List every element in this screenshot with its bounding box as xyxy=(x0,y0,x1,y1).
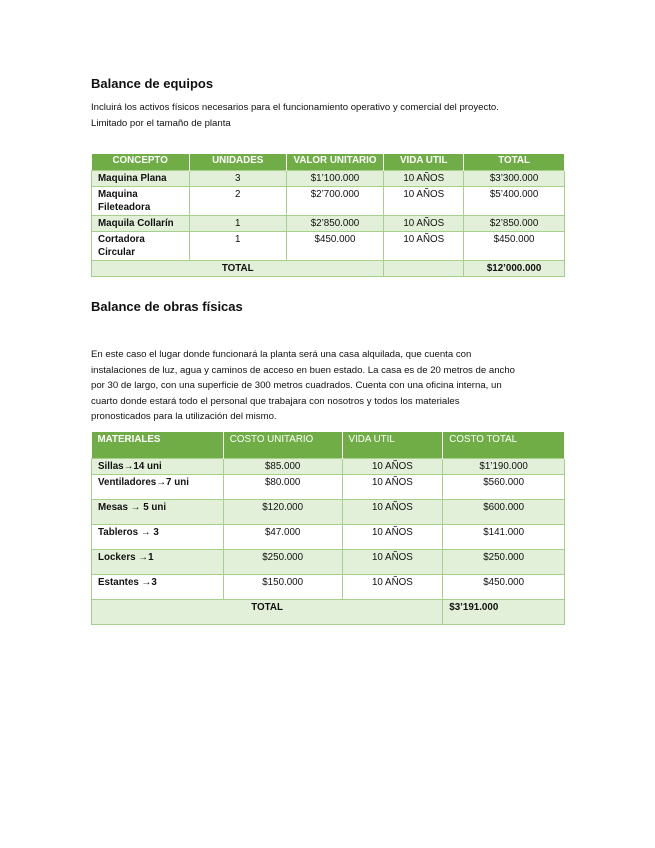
cell-material: Lockers →1 xyxy=(92,550,224,575)
table-total-row xyxy=(92,600,565,625)
total-value: $3’191.000 xyxy=(443,600,565,625)
cell-total: $560.000 xyxy=(443,475,565,500)
table-total-row xyxy=(92,261,565,277)
column-header: COSTO UNITARIO xyxy=(223,432,342,459)
cell-life: 10 AÑOS xyxy=(384,216,464,232)
cell-unit-cost: $80.000 xyxy=(223,475,342,500)
column-header: TOTAL xyxy=(464,154,565,171)
table-row xyxy=(92,187,565,216)
cell-total: $5’400.000 xyxy=(464,187,565,216)
cell-units: 3 xyxy=(189,171,286,187)
column-header: VIDA UTIL xyxy=(342,432,443,459)
paragraph-line: instalaciones de luz, agua y caminos de acceso en buen estado. La casa es de 20 metros de ancho xyxy=(91,364,515,376)
table-row xyxy=(92,550,565,575)
cell-material: Sillas→14 uni xyxy=(92,459,224,475)
cell-total: $1’190.000 xyxy=(443,459,565,475)
column-header: MATERIALES xyxy=(92,432,224,459)
section-title-equipos: Balance de equipos xyxy=(91,76,214,91)
cell-total: $450.000 xyxy=(464,232,565,261)
table-row xyxy=(92,171,565,187)
paragraph-line: Limitado por el tamaño de planta xyxy=(91,117,231,129)
table-row xyxy=(92,500,565,525)
cell-life: 10 AÑOS xyxy=(384,171,464,187)
cell-total: $141.000 xyxy=(443,525,565,550)
cell-unit-cost: $47.000 xyxy=(223,525,342,550)
materials-table xyxy=(91,432,565,625)
cell-total: $450.000 xyxy=(443,575,565,600)
cell-units: 2 xyxy=(189,187,286,216)
table-header-row xyxy=(92,154,565,171)
cell-concept: Maquila Collarín xyxy=(92,216,190,232)
column-header: COSTO TOTAL xyxy=(443,432,565,459)
table-row xyxy=(92,459,565,475)
cell-unit-cost: $250.000 xyxy=(223,550,342,575)
cell-material: Estantes →3 xyxy=(92,575,224,600)
section-paragraph-obras xyxy=(91,347,565,425)
column-header: CONCEPTO xyxy=(92,154,190,171)
cell-empty xyxy=(384,261,464,277)
cell-unit-value: $2’700.000 xyxy=(286,187,384,216)
column-header: VALOR UNITARIO xyxy=(286,154,384,171)
cell-concept: Cortadora Circular xyxy=(92,232,190,261)
cell-unit-cost: $120.000 xyxy=(223,500,342,525)
table-row xyxy=(92,575,565,600)
cell-unit-value: $450.000 xyxy=(286,232,384,261)
section-paragraph-equipos xyxy=(91,100,565,131)
column-header: UNIDADES xyxy=(189,154,286,171)
section-title-obras: Balance de obras físicas xyxy=(91,299,243,314)
paragraph-line: Incluirá los activos físicos necesarios para el funcionamiento operativo y comercial del proyecto. xyxy=(91,102,499,113)
cell-life: 10 AÑOS xyxy=(384,232,464,261)
cell-material: Mesas → 5 uni xyxy=(92,500,224,525)
table-row xyxy=(92,216,565,232)
cell-unit-value: $2’850.000 xyxy=(286,216,384,232)
cell-concept: Maquina Fileteadora xyxy=(92,187,190,216)
cell-units: 1 xyxy=(189,216,286,232)
paragraph-line: por 30 de largo, con una superficie de 300 metros cuadrados. Cuenta con una oficina interna, un xyxy=(91,380,502,391)
cell-life: 10 AÑOS xyxy=(342,500,443,525)
cell-unit-value: $1’100.000 xyxy=(286,171,384,187)
table-row xyxy=(92,475,565,500)
cell-total: $600.000 xyxy=(443,500,565,525)
cell-units: 1 xyxy=(189,232,286,261)
paragraph-line: cuarto donde estará todo el personal que trabajara con nosotros y todos los materiales xyxy=(91,395,460,407)
total-label: TOTAL xyxy=(92,261,384,277)
cell-total: $250.000 xyxy=(443,550,565,575)
cell-life: 10 AÑOS xyxy=(342,475,443,500)
cell-material: Ventiladores→7 uni xyxy=(92,475,224,500)
cell-life: 10 AÑOS xyxy=(342,575,443,600)
cell-unit-cost: $150.000 xyxy=(223,575,342,600)
cell-life: 10 AÑOS xyxy=(384,187,464,216)
cell-material: Tableros → 3 xyxy=(92,525,224,550)
table-header-row xyxy=(92,432,565,459)
paragraph-line: En este caso el lugar donde funcionará la planta será una casa alquilada, que cuenta con xyxy=(91,349,472,360)
table-row xyxy=(92,232,565,261)
cell-total: $2’850.000 xyxy=(464,216,565,232)
column-header: VIDA UTIL xyxy=(384,154,464,171)
paragraph-line: pronosticados para la utilización del mismo. xyxy=(91,411,277,422)
table-row xyxy=(92,525,565,550)
cell-total: $3’300.000 xyxy=(464,171,565,187)
cell-concept: Maquina Plana xyxy=(92,171,190,187)
cell-life: 10 AÑOS xyxy=(342,525,443,550)
equipment-table xyxy=(91,154,565,277)
total-label: TOTAL xyxy=(92,600,443,625)
cell-life: 10 AÑOS xyxy=(342,459,443,475)
cell-unit-cost: $85.000 xyxy=(223,459,342,475)
total-value: $12’000.000 xyxy=(464,261,565,277)
cell-life: 10 AÑOS xyxy=(342,550,443,575)
